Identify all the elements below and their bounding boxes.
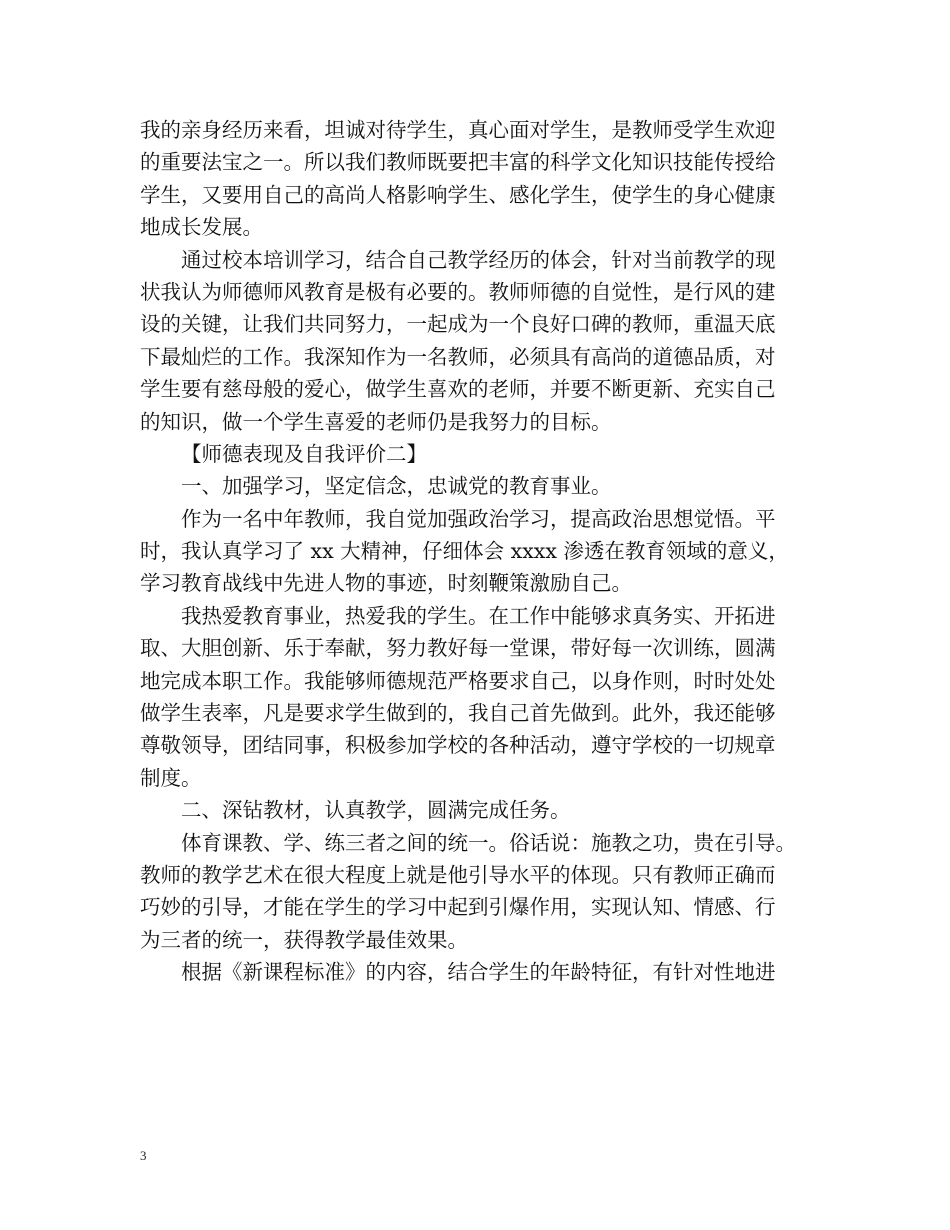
text-line: 学生要有慈母般的爱心，做学生喜欢的老师，并要不断更新、充实自己 <box>140 377 776 402</box>
page-number: 3 <box>140 1148 147 1163</box>
text-line: 设的关键，让我们共同努力，一起成为一个良好口碑的教师，重温天底 <box>140 312 776 337</box>
paragraph-start-line: 体育课教、学、练三者之间的统一。俗话说：施教之功，贵在引导。 <box>181 830 796 855</box>
text-line: 学生，又要用自己的高尚人格影响学生、感化学生，使学生的身心健康 <box>140 182 776 207</box>
paragraph-start-line: 我热爱教育事业，热爱我的学生。在工作中能够求真务实、开拓进 <box>181 603 776 628</box>
text-line: 尊敬领导，团结同事，积极参加学校的各种活动，遵守学校的一切规章 <box>140 733 776 758</box>
document-body <box>140 114 820 989</box>
text-line: 时，我认真学习了 xx 大精神，仔细体会 xxxx 渗透在教育领域的意义， <box>140 539 789 564</box>
subsection-heading: 二、深钻教材，认真教学，圆满完成任务。 <box>181 798 571 823</box>
text-line: 巧妙的引导，才能在学生的学习中起到引爆作用，实现认知、情感、行 <box>140 895 776 920</box>
text-line: 地完成本职工作。我能够师德规范严格要求自己，以身作则，时时处处 <box>140 668 776 693</box>
text-line: 学习教育战线中先进人物的事迹，时刻鞭策激励自己。 <box>140 571 632 596</box>
paragraph-start-line: 通过校本培训学习，结合自己教学经历的体会，针对当前教学的现 <box>181 247 776 272</box>
text-line: 下最灿烂的工作。我深知作为一名教师，必须具有高尚的道德品质，对 <box>140 344 776 369</box>
text-line: 为三者的统一，获得教学最佳效果。 <box>140 927 468 952</box>
text-line: 的知识，做一个学生喜爱的老师仍是我努力的目标。 <box>140 409 612 434</box>
paragraph-start-line: 作为一名中年教师，我自觉加强政治学习，提高政治思想觉悟。平 <box>181 506 776 531</box>
text-line: 的重要法宝之一。所以我们教师既要把丰富的科学文化知识技能传授给 <box>140 150 776 175</box>
paragraph-start-line: 根据《新课程标准》的内容，结合学生的年龄特征，有针对性地进 <box>181 960 776 985</box>
section-heading: 【师德表现及自我评价二】 <box>181 441 427 466</box>
text-line: 做学生表率，凡是要求学生做到的，我自己首先做到。此外，我还能够 <box>140 701 776 726</box>
text-line: 制度。 <box>140 765 202 790</box>
text-line: 地成长发展。 <box>140 215 263 240</box>
text-line: 我的亲身经历来看，坦诚对待学生，真心面对学生，是教师受学生欢迎 <box>140 118 776 142</box>
text-line: 取、大胆创新、乐于奉献，努力教好每一堂课，带好每一次训练，圆满 <box>140 636 776 661</box>
text-line: 状我认为师德师风教育是极有必要的。教师师德的自觉性，是行风的建 <box>140 279 776 304</box>
subsection-heading: 一、加强学习，坚定信念，忠诚党的教育事业。 <box>181 474 612 499</box>
text-line: 教师的教学艺术在很大程度上就是他引导水平的体现。只有教师正确而 <box>140 862 776 887</box>
